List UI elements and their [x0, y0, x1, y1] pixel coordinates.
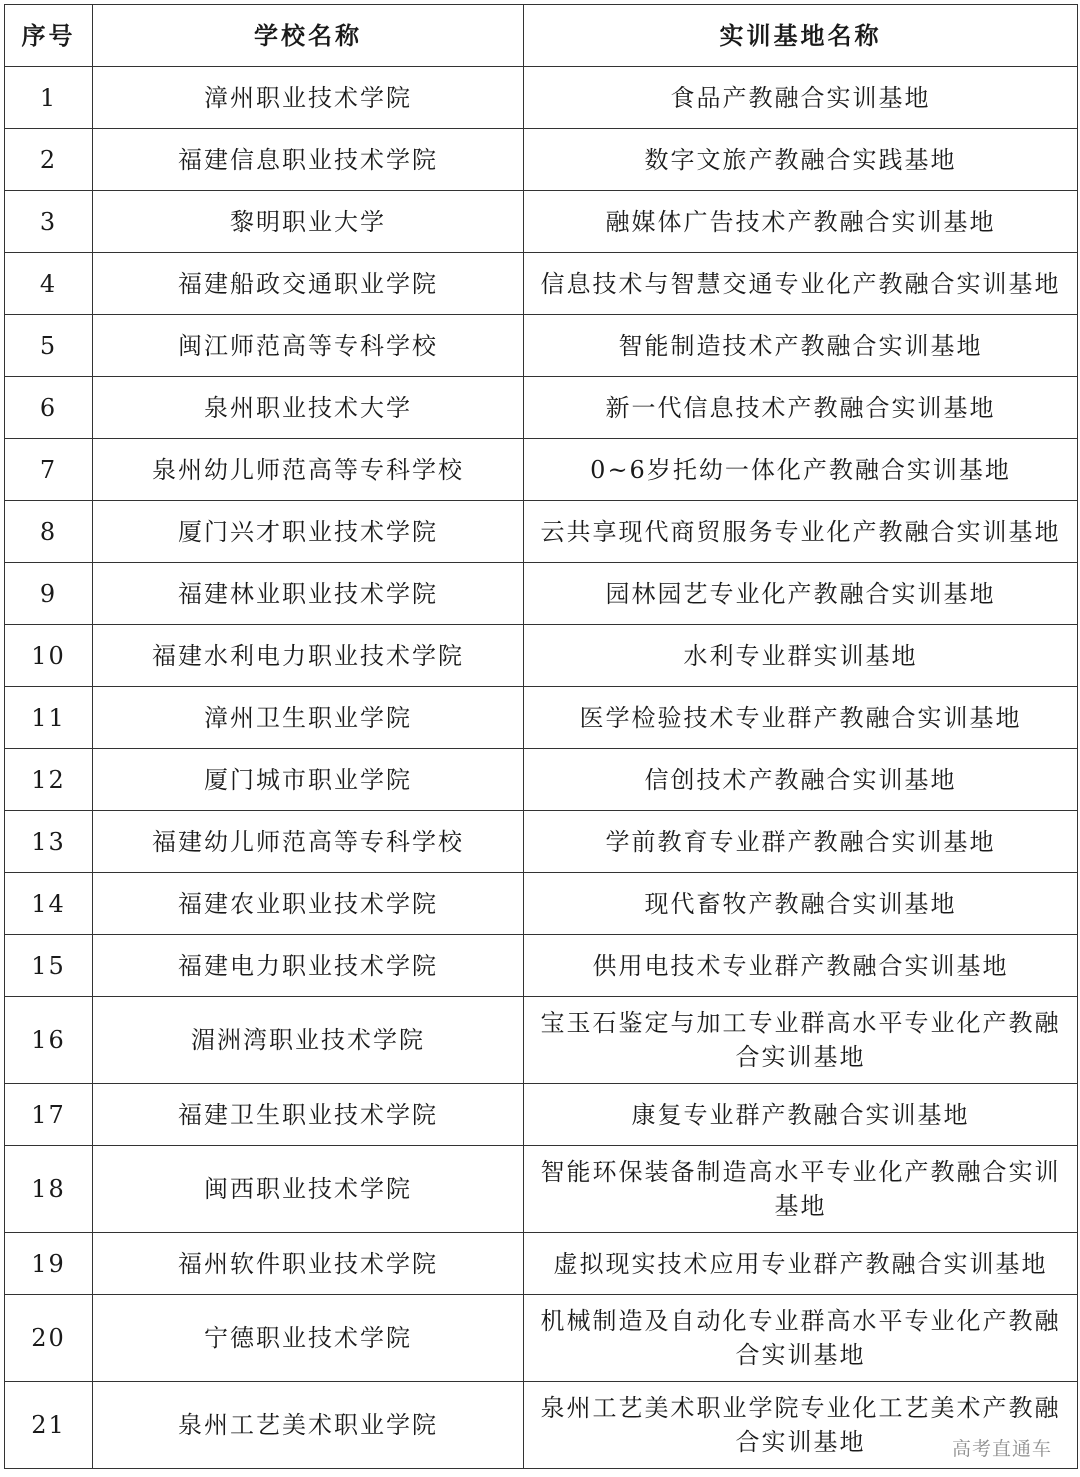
training-base-name: 康复专业群产教融合实训基地: [524, 1084, 1078, 1146]
school-name: 福建农业职业技术学院: [93, 873, 524, 935]
table-row: [5, 1295, 1078, 1382]
school-name: 厦门兴才职业技术学院: [93, 501, 524, 563]
header-no: 序号: [5, 5, 93, 67]
row-number: 18: [5, 1146, 93, 1233]
training-base-name: 泉州工艺美术职业学院专业化工艺美术产教融合实训基地: [524, 1382, 1078, 1469]
row-number: 9: [5, 563, 93, 625]
table-row: [5, 253, 1078, 315]
row-number: 13: [5, 811, 93, 873]
school-name: 福建船政交通职业学院: [93, 253, 524, 315]
table-row: [5, 625, 1078, 687]
school-name: 黎明职业大学: [93, 191, 524, 253]
training-base-name: 学前教育专业群产教融合实训基地: [524, 811, 1078, 873]
row-number: 6: [5, 377, 93, 439]
school-name: 福州软件职业技术学院: [93, 1233, 524, 1295]
training-base-name: 食品产教融合实训基地: [524, 67, 1078, 129]
table-row: [5, 873, 1078, 935]
row-number: 16: [5, 997, 93, 1084]
training-base-name: 融媒体广告技术产教融合实训基地: [524, 191, 1078, 253]
table-row: [5, 501, 1078, 563]
row-number: 20: [5, 1295, 93, 1382]
row-number: 12: [5, 749, 93, 811]
school-name: 厦门城市职业学院: [93, 749, 524, 811]
table-row: [5, 935, 1078, 997]
row-number: 3: [5, 191, 93, 253]
table-row: [5, 811, 1078, 873]
school-name: 福建卫生职业技术学院: [93, 1084, 524, 1146]
row-number: 19: [5, 1233, 93, 1295]
school-name: 福建信息职业技术学院: [93, 129, 524, 191]
table-row: [5, 191, 1078, 253]
table-row: [5, 315, 1078, 377]
training-base-name: 宝玉石鉴定与加工专业群高水平专业化产教融合实训基地: [524, 997, 1078, 1084]
table-row: [5, 439, 1078, 501]
row-number: 21: [5, 1382, 93, 1469]
table-row: [5, 1382, 1078, 1469]
row-number: 2: [5, 129, 93, 191]
training-base-name: 新一代信息技术产教融合实训基地: [524, 377, 1078, 439]
table-row: [5, 563, 1078, 625]
school-name: 闽江师范高等专科学校: [93, 315, 524, 377]
row-number: 7: [5, 439, 93, 501]
table-row: [5, 377, 1078, 439]
training-base-name: 信息技术与智慧交通专业化产教融合实训基地: [524, 253, 1078, 315]
header-base: 实训基地名称: [524, 5, 1078, 67]
training-base-name: 现代畜牧产教融合实训基地: [524, 873, 1078, 935]
table-row: [5, 1146, 1078, 1233]
school-name: 宁德职业技术学院: [93, 1295, 524, 1382]
training-base-name: 虚拟现实技术应用专业群产教融合实训基地: [524, 1233, 1078, 1295]
training-base-name: 数字文旅产教融合实践基地: [524, 129, 1078, 191]
school-name: 福建幼儿师范高等专科学校: [93, 811, 524, 873]
row-number: 17: [5, 1084, 93, 1146]
row-number: 14: [5, 873, 93, 935]
row-number: 15: [5, 935, 93, 997]
training-base-name: 云共享现代商贸服务专业化产教融合实训基地: [524, 501, 1078, 563]
school-name: 泉州职业技术大学: [93, 377, 524, 439]
row-number: 11: [5, 687, 93, 749]
watermark: 高考直通车: [951, 1438, 1052, 1460]
header-school: 学校名称: [93, 5, 524, 67]
row-number: 4: [5, 253, 93, 315]
table-header-row: [5, 5, 1078, 67]
training-base-name: 机械制造及自动化专业群高水平专业化产教融合实训基地: [524, 1295, 1078, 1382]
school-name: 福建电力职业技术学院: [93, 935, 524, 997]
training-base-name: 0~6岁托幼一体化产教融合实训基地: [524, 439, 1078, 501]
school-name: 泉州幼儿师范高等专科学校: [93, 439, 524, 501]
school-name: 湄洲湾职业技术学院: [93, 997, 524, 1084]
table-row: [5, 687, 1078, 749]
training-base-name: 信创技术产教融合实训基地: [524, 749, 1078, 811]
row-number: 8: [5, 501, 93, 563]
training-base-table: [4, 4, 1078, 1469]
training-base-name: 智能制造技术产教融合实训基地: [524, 315, 1078, 377]
table-row: [5, 67, 1078, 129]
school-name: 泉州工艺美术职业学院: [93, 1382, 524, 1469]
training-base-name: 园林园艺专业化产教融合实训基地: [524, 563, 1078, 625]
school-name: 漳州卫生职业学院: [93, 687, 524, 749]
training-base-name: 医学检验技术专业群产教融合实训基地: [524, 687, 1078, 749]
school-name: 漳州职业技术学院: [93, 67, 524, 129]
table-row: [5, 997, 1078, 1084]
row-number: 1: [5, 67, 93, 129]
table-row: [5, 1084, 1078, 1146]
table-row: [5, 129, 1078, 191]
school-name: 福建水利电力职业技术学院: [93, 625, 524, 687]
school-name: 闽西职业技术学院: [93, 1146, 524, 1233]
training-base-name: 水利专业群实训基地: [524, 625, 1078, 687]
training-base-name: 智能环保装备制造高水平专业化产教融合实训基地: [524, 1146, 1078, 1233]
table-row: [5, 749, 1078, 811]
table-body: [5, 67, 1078, 1469]
training-base-name: 供用电技术专业群产教融合实训基地: [524, 935, 1078, 997]
school-name: 福建林业职业技术学院: [93, 563, 524, 625]
table-row: [5, 1233, 1078, 1295]
row-number: 10: [5, 625, 93, 687]
row-number: 5: [5, 315, 93, 377]
